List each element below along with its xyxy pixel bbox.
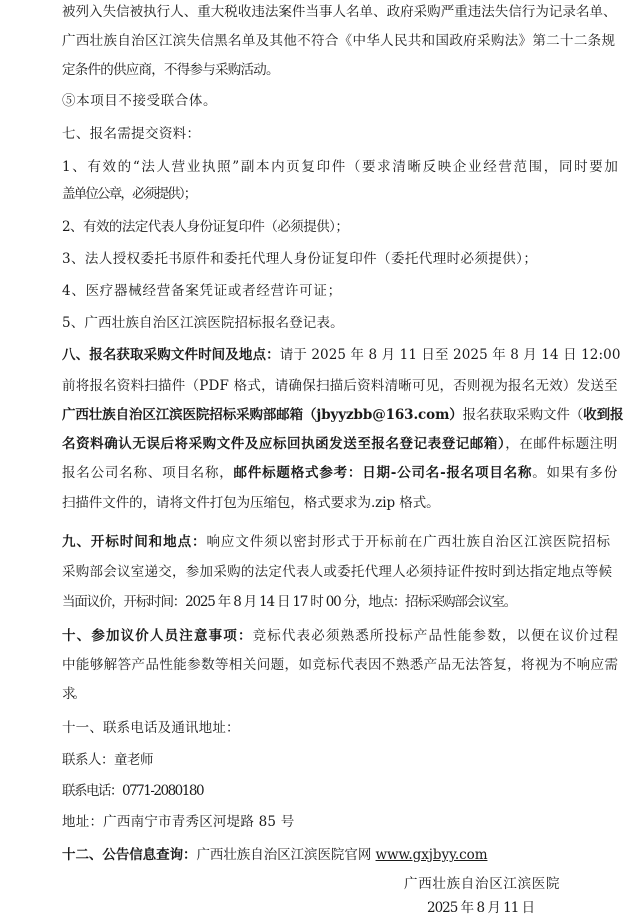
bold-text: 邮件标题格式参考：日期-公司名-报名项目名称 [233, 465, 533, 481]
text-segment: 请于 2025 年 8 月 11 日至 2025 年 8 月 14 日 12:00 [279, 347, 621, 363]
text-segment: 广西壮族自治区江滨医院官网 [196, 847, 376, 863]
text-line: 广西壮族自治区江滨失信黑名单及其他不符合《中华人民共和国政府采购法》第二十二条规 [62, 33, 616, 49]
contact-phone: 联系电话：0771-2080180 [62, 783, 204, 799]
bold-text: 十二、公告信息查询： [62, 847, 197, 863]
text-segment: 报名获取采购文件（ [462, 407, 584, 423]
text-segment: 响应文件须以密封形式于开标前在广西壮族自治区江滨医院招标 [206, 534, 611, 550]
website-link[interactable]: www.gxjbyy.com [375, 847, 488, 863]
text-line: 采购部会议室递交，参加采购的法定代表人或委托代理人必须持证件按时到达指定地点等候 [62, 564, 613, 580]
text-segment: 报名公司名称、项目名称， [62, 465, 234, 481]
text-line: 1、有效的“法人营业执照”副本内页复印件（要求清晰反映企业经营范围，同时要加 [62, 159, 620, 175]
intro-line: 被列入失信被执行人、重大税收违法案件当事人名单、政府采购严重违法失信行为记录名单、 [62, 4, 617, 20]
section-heading-7: 七、报名需提交资料： [62, 126, 201, 142]
text-segment: 。如果有多份 [532, 465, 619, 481]
signature-date: 2025 年 8 月 11 日 [427, 900, 535, 916]
bold-text: 八、报名获取采购文件时间及地点： [62, 347, 280, 363]
contact-person: 联系人：童老师 [62, 752, 153, 768]
section-heading-11: 十一、联系电话及通讯地址： [62, 720, 240, 736]
text-line: 盖单位公章，必须提供）； [62, 186, 196, 202]
text-line: 定条件的供应商，不得参与采购活动。 [62, 62, 279, 78]
section-heading-8 [62, 347, 621, 363]
text-line: 扫描件文件的，请将文件打包为压缩包，格式要求为.zip 格式。 [62, 495, 440, 511]
text-line [62, 465, 618, 481]
bold-text: 广西壮族自治区江滨医院招标采购部邮箱（jbyyzbb@163.com） [62, 407, 463, 423]
section-heading-9 [62, 534, 611, 550]
consortium-note: ⑤本项目不接受联合体。 [62, 93, 218, 109]
section-heading-12 [62, 847, 487, 863]
bold-text: 收到报 [583, 407, 624, 423]
text-line: 中能够解答产品性能参数等相关问题，如竞标代表因不熟悉产品无法答复，将视为不响应需 [62, 657, 619, 673]
text-segment: ，在邮件标题注明 [505, 436, 618, 452]
text-segment: 竞标代表必须熟悉所投标产品性能参数，以便在议价过程 [252, 628, 620, 644]
text-line [62, 436, 618, 452]
bold-text: 九、开标时间和地点： [62, 534, 207, 550]
text-line: 3、法人授权委托书原件和委托代理人身份证复印件（委托代理时必须提供）； [62, 251, 538, 267]
text-line: 当面议价，开标时间：2025 年 8 月 14 日 17 时 00 分，地点：招标采购部会议室。 [62, 594, 516, 610]
bold-text: 名资料确认无误后将采购文件及应标回执函发送至报名登记表登记邮箱） [62, 436, 506, 452]
text-line: 5、广西壮族自治区江滨医院招标报名登记表。 [62, 315, 344, 331]
signature-org: 广西壮族自治区江滨医院 [404, 876, 561, 892]
text-line: 前将报名资料扫描件（PDF 格式，请确保扫描后资料清晰可见，否则视为报名无效）发送至 [62, 378, 618, 394]
text-line: 2、有效的法定代表人身份证复印件（必须提供）； [62, 219, 349, 235]
text-line: 求。 [62, 686, 83, 702]
bold-text: 十、参加议价人员注意事项： [62, 628, 253, 644]
text-line: 4、医疗器械经营备案凭证或者经营许可证； [62, 283, 342, 299]
section-heading-10 [62, 628, 619, 644]
text-line [62, 407, 623, 423]
contact-address: 地址：广西南宁市青秀区河堤路 85 号 [62, 814, 295, 830]
